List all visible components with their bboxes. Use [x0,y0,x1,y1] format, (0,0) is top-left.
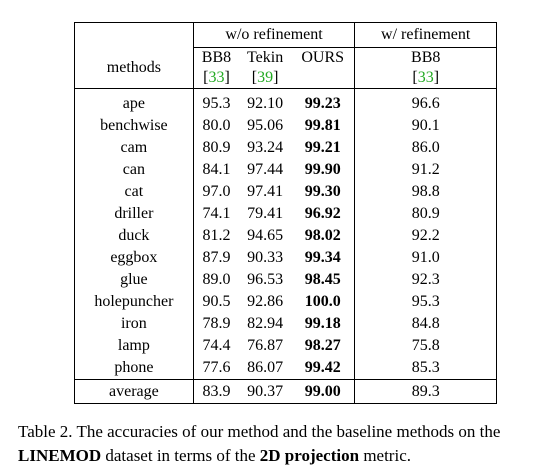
bb8-refined-cell: 90.1 [355,115,497,137]
caption-text: metric. [359,446,411,465]
tekin-cell: 90.37 [239,380,291,404]
bb8-cell: 74.1 [202,205,231,222]
table-row [75,357,497,380]
tekin-cell: 90.33 [247,249,284,266]
header-empty [75,23,194,48]
results-table [74,22,497,404]
bb8-cell: 83.9 [193,380,239,404]
bb8-refined-cell: 85.3 [355,357,497,380]
col-header-ours: OURS [291,48,355,69]
bb8-cell: 87.9 [202,249,231,266]
col-header-tekin: Tekin [246,49,284,66]
caption-dataset: LINEMOD [18,446,102,465]
object-name-cell: ape [75,89,194,116]
bb8-refined-cell: 95.3 [355,291,497,313]
tekin-cell: 82.94 [247,315,284,332]
citation-bb8: [33] [193,68,239,89]
object-name-cell: average [75,380,194,404]
average-row [75,380,497,404]
ours-cell: 100.0 [291,291,355,313]
ours-cell: 98.27 [291,335,355,357]
table-row [75,247,497,269]
object-name-cell: phone [75,357,194,380]
ours-cell: 99.00 [291,380,355,404]
object-name-cell: eggbox [75,247,194,269]
object-name-cell: cam [75,137,194,159]
ours-cell: 99.18 [291,313,355,335]
citation-link[interactable]: 33 [417,69,434,86]
tekin-cell: 76.87 [247,337,284,354]
table-row [75,203,497,225]
bb8-refined-cell: 91.2 [355,159,497,181]
tekin-cell: 86.07 [247,359,284,376]
bb8-cell: 77.6 [202,359,231,376]
caption-metric: 2D projection [259,446,360,465]
bb8-refined-cell: 92.2 [355,225,497,247]
bb8-refined-cell: 80.9 [355,203,497,225]
table-row [75,137,497,159]
tekin-cell: 79.41 [247,205,284,222]
col-header-bb8: BB8 [201,49,232,66]
ours-cell: 99.34 [291,247,355,269]
bb8-refined-cell: 75.8 [355,335,497,357]
bb8-refined-cell: 91.0 [355,247,497,269]
bb8-cell: 89.0 [202,271,231,288]
bb8-refined-cell: 92.3 [355,269,497,291]
object-name-cell: cat [75,181,194,203]
ours-cell: 99.23 [291,89,355,116]
table-caption [18,420,558,468]
object-name-cell: iron [75,313,194,335]
bb8-refined-cell: 96.6 [355,89,497,116]
table-row [75,89,497,116]
table-row [75,225,497,247]
bb8-cell: 90.5 [202,293,231,310]
citation-link[interactable]: 39 [257,69,274,86]
bb8-cell: 81.2 [202,227,231,244]
bb8-refined-cell: 86.0 [355,137,497,159]
table-row [75,313,497,335]
table-row [75,335,497,357]
caption-text: dataset in terms of the [101,446,260,465]
caption-text: Table 2. The accuracies of our method and the baseline methods on the [18,422,501,441]
group-header-with-refinement: w/ refinement [355,23,497,48]
ours-cell: 98.02 [291,225,355,247]
ours-cell: 99.42 [291,357,355,380]
ours-cell: 99.21 [291,137,355,159]
bb8-cell: 95.3 [202,95,231,112]
object-name-cell: benchwise [75,115,194,137]
table-row [75,269,497,291]
object-name-cell: glue [75,269,194,291]
bb8-cell: 97.0 [202,183,231,200]
col-header-bb8-refined: BB8 [355,48,497,69]
tekin-cell: 96.53 [247,271,284,288]
bb8-cell: 84.1 [202,161,231,178]
table-row [75,115,497,137]
tekin-cell: 94.65 [247,227,284,244]
tekin-cell: 92.86 [247,293,284,310]
table-row [75,159,497,181]
citation-ours-empty [291,68,355,89]
tekin-cell: 95.06 [247,117,284,134]
tekin-cell: 97.41 [247,183,284,200]
bb8-refined-cell: 89.3 [355,380,497,404]
ours-cell: 99.81 [291,115,355,137]
table-row [75,181,497,203]
object-name-cell: driller [75,203,194,225]
bb8-cell: 78.9 [202,315,231,332]
bb8-refined-cell: 84.8 [355,313,497,335]
table-row [75,291,497,313]
citation-bb8-refined: [33] [355,68,497,89]
ours-cell: 99.90 [291,159,355,181]
object-name-cell: lamp [75,335,194,357]
ours-cell: 98.45 [291,269,355,291]
object-name-cell: can [75,159,194,181]
ours-cell: 99.30 [291,181,355,203]
group-header-without-refinement: w/o refinement [193,23,355,48]
object-name-cell: duck [75,225,194,247]
tekin-cell: 97.44 [247,161,284,178]
citation-tekin: [39] [239,68,291,89]
bb8-cell: 80.9 [202,139,231,156]
ours-cell: 96.92 [291,203,355,225]
citation-link[interactable]: 33 [208,69,225,86]
tekin-cell: 92.10 [247,95,284,112]
object-name-cell: holepuncher [75,291,194,313]
methods-header: methods [75,48,194,89]
tekin-cell: 93.24 [247,139,284,156]
bb8-cell: 80.0 [202,117,231,134]
bb8-cell: 74.4 [202,337,231,354]
bb8-refined-cell: 98.8 [355,181,497,203]
